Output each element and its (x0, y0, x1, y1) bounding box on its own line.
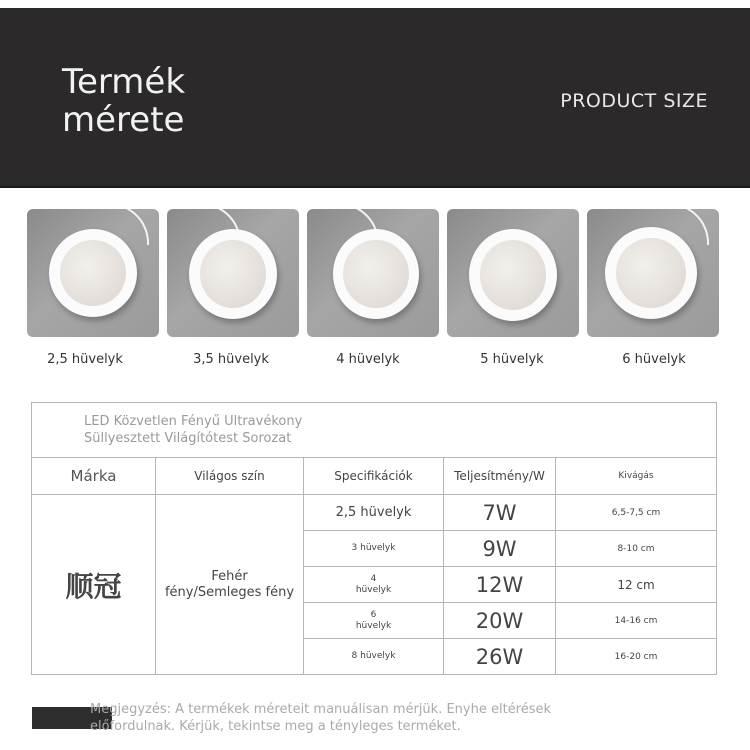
cutout-value: 16-20 cm (556, 639, 717, 675)
product-photo-3-5 (167, 209, 299, 337)
table-row (32, 495, 717, 531)
spec-value (304, 603, 444, 639)
brand-value: 顺冠 (32, 495, 156, 675)
product-label: 4 hüvelyk (336, 352, 400, 367)
footnote: Megjegyzés: A termékek méreteit manuálisan mérjük. Enyhe eltérések előfordulnak. Kérjük, tekintse meg a tényleges terméket. (90, 702, 552, 734)
cutout-value: 14-16 cm (556, 603, 717, 639)
table-header-row (32, 458, 717, 495)
header-cutout: Kivágás (556, 458, 717, 495)
power-value: 7W (444, 495, 556, 531)
table-caption: LED Közvetlen Fényű Ultravékony Süllyesztett Világítótest Sorozat (84, 414, 303, 446)
header-spec: Specifikációk (304, 458, 444, 495)
header-power: Teljesítmény/W (444, 458, 556, 495)
spec-text: 4 hüvelyk (355, 573, 392, 595)
cutout-value: 12 cm (556, 567, 717, 603)
light-color-text: Fehér fény/Semleges fény (164, 568, 295, 600)
product-photo-6 (587, 209, 719, 337)
table-caption-cell (32, 403, 717, 458)
spec-text: 6 hüvelyk (355, 609, 392, 631)
header-light-color: Világos szín (156, 458, 304, 495)
power-value: 12W (444, 567, 556, 603)
spec-value (304, 567, 444, 603)
product-photo-4 (307, 209, 439, 337)
power-value: 20W (444, 603, 556, 639)
cutout-value: 8-10 cm (556, 531, 717, 567)
product-photo-5 (447, 209, 579, 337)
spec-value: 8 hüvelyk (304, 639, 444, 675)
spec-table (31, 402, 717, 675)
product-photo-2-5 (27, 209, 159, 337)
banner-title: Termék mérete (62, 62, 186, 140)
power-value: 26W (444, 639, 556, 675)
product-label: 3,5 hüvelyk (193, 352, 269, 367)
spec-value: 3 hüvelyk (304, 531, 444, 567)
power-value: 9W (444, 531, 556, 567)
banner-subtitle: PRODUCT SIZE (560, 90, 708, 112)
product-label: 5 hüvelyk (480, 352, 544, 367)
header-banner (0, 8, 750, 188)
light-color-value (156, 495, 304, 675)
cutout-value: 6,5-7,5 cm (556, 495, 717, 531)
product-label: 6 hüvelyk (622, 352, 686, 367)
spec-value: 2,5 hüvelyk (304, 495, 444, 531)
product-label: 2,5 hüvelyk (47, 352, 123, 367)
product-photos (0, 207, 750, 377)
header-brand: Márka (32, 458, 156, 495)
